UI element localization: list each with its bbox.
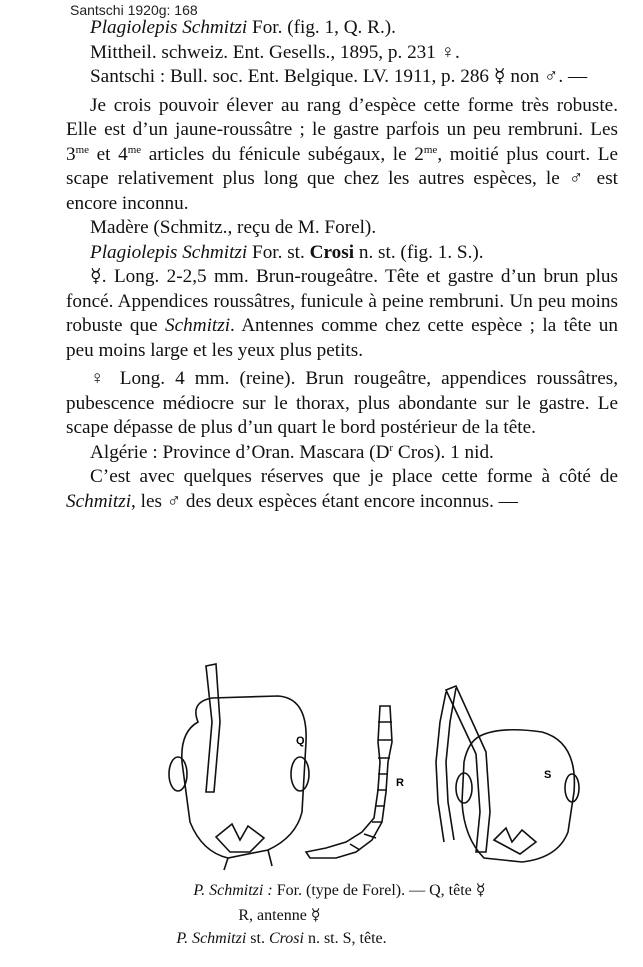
eye-q-right [291,757,309,791]
genus-name: Plagiolepis [90,17,178,38]
paragraph-1 [66,16,618,41]
antenna-r [306,706,392,858]
p9-text: Algérie : Province d’Oran. Mascara (D [90,441,390,463]
p4-text: Je crois pouvoir élever au rang d’espèce cette forme très robuste. Elle est d’un jaune-roussâtre ; le gastre parfois un peu rembruni. Les 3 [66,94,618,165]
paragraph-2: Mittheil. schweiz. Ent. Gesells., 1895, p. 231 ♀. [90,41,460,63]
body-text [66,16,618,514]
p4-mid-2: articles du fénicule subégaux, le 2 [141,143,424,165]
species-name: Schmitzi [165,315,231,336]
caption-subspecies: Crosi [268,930,304,947]
figure-illustration [150,662,590,872]
paragraph-3: Santschi : Bull. soc. Ent. Belgique. LV. 1911, p. 286 ☿ non ♂. — [90,66,588,87]
ant-drawings [150,662,590,872]
caption-species: P. Schmitzi [176,930,247,947]
p4-mid: et 4 [89,143,128,165]
antenna-q-scape [206,664,220,792]
species-name: Schmitzi [66,490,132,512]
species-name: Schmitzi [182,17,248,38]
eye-s-right [565,774,579,802]
p7-text: ☿. Long. 2-2,5 mm. Brun-rougeâtre. Tête et gastre d’un brun plus foncé. Appendices roussâtres, funicule à peine rembruni. Un peu moins robuste que [66,266,618,336]
paragraph-7 [66,265,618,363]
label-q: Q [296,735,305,747]
species-name: Schmitzi [182,241,248,263]
p4-sup-2: me [127,143,142,156]
mandibles-s [494,828,536,854]
p9-end: Cros). 1 nid. [393,441,494,463]
label-r: R [396,777,404,789]
p4-sup-3: me [423,143,438,156]
paragraph-8: ♀ Long. 4 mm. (reine). Brun rougeâtre, appendices roussâtres, pubescence médiocre sur le thorax, plus abondante sur le gastre. Le scape dépasse de plus d’un quart le bord postérieur de la tête. [66,368,618,438]
citation: For. (fig. 1, Q. R.). [247,17,396,38]
subspecies-name: Crosi [309,241,355,263]
label-s: S [544,769,552,781]
p9-sup: r [389,441,394,454]
neck-q [224,850,272,870]
paragraph-6 [66,241,618,266]
caption-line-2: R, antenne ☿ [238,907,321,924]
caption-line-1 [18,880,643,900]
mandibles-q [216,824,264,852]
p4-sup-1: me [75,143,90,156]
p6-mid: For. st. [247,241,310,263]
p10-text: C’est avec quelques réserves que je place cette forme à côté de [90,466,618,487]
paragraph-10 [66,465,618,514]
paragraph-4 [66,94,618,217]
caption-text: st. [246,930,269,947]
p4-end: , moitié plus court. Le scape relativement plus long que chez les autres espèces, le ♂ est encore inconnu. [66,143,618,214]
caption-species: P. Schmitzi : [193,882,273,899]
genus-name: Plagiolepis [90,241,178,263]
caption-text-end: n. st. S, tête. [303,930,387,947]
caption-text: For. (type de Forel). — Q, tête ☿ [272,882,486,899]
p10-end: , les ♂ des deux espèces étant encore inconnus. — [131,490,518,512]
paragraph-5: Madère (Schmitz., reçu de M. Forel). [90,217,377,238]
page-header: Santschi 1920g: 168 [70,2,198,18]
p6-end: n. st. (fig. 1. S.). [354,241,484,263]
paragraph-9 [66,441,618,466]
antenna-s-funicle [436,688,456,842]
caption-line-3 [0,930,603,948]
p7-end: . Antennes comme chez cette espèce ; la tête un peu moins large et les yeux plus petits. [66,315,618,361]
